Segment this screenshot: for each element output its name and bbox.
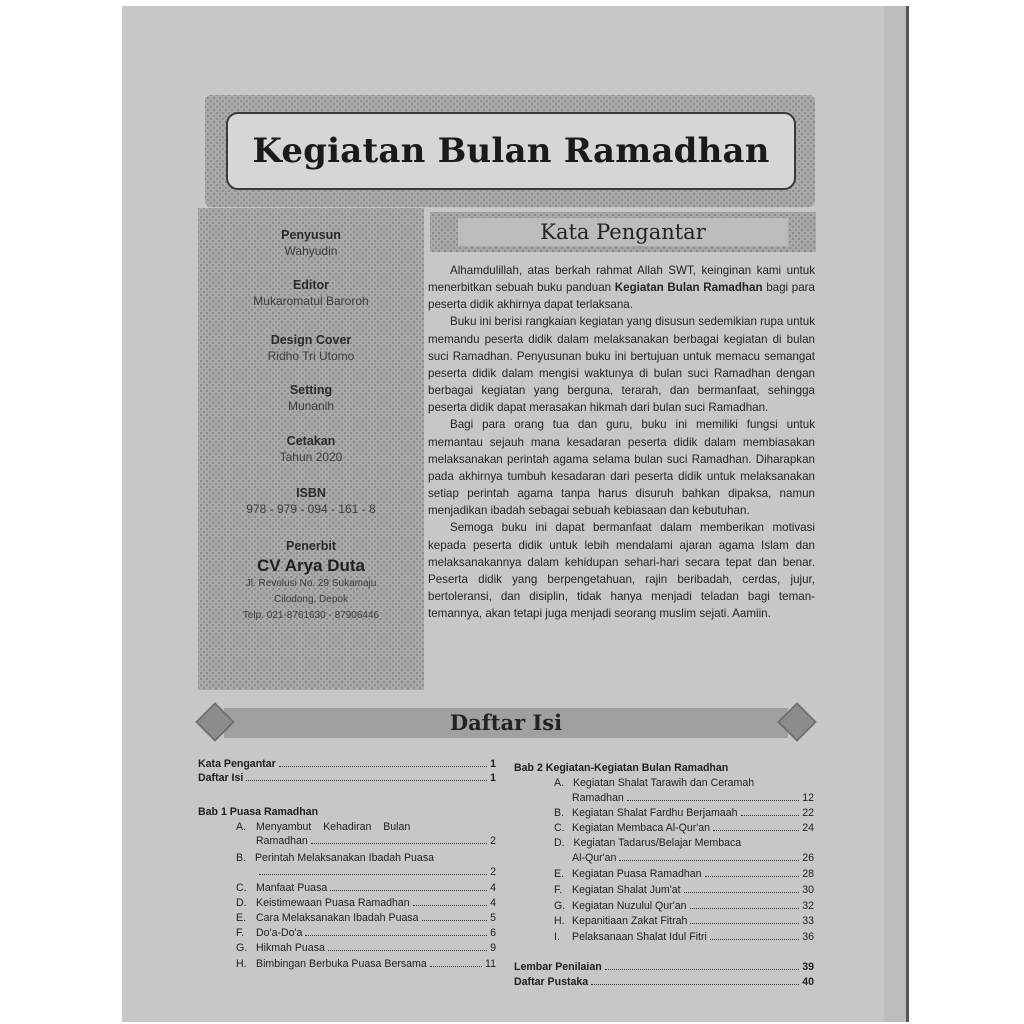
- credit-penyusun: [198, 228, 424, 258]
- foreword-text: Alhamdulillah, atas berkah rahmat Allah SWT, keinginan kami untuk menerbitkan sebuah buku panduan: [428, 264, 815, 295]
- toc-entry[interactable]: [554, 777, 754, 789]
- toc-leader: [246, 780, 487, 781]
- toc-entry-page: 6: [490, 927, 496, 939]
- foreword-paragraph: [428, 262, 815, 313]
- toc-entry[interactable]: [236, 882, 496, 894]
- toc-entry[interactable]: [554, 822, 814, 834]
- toc-entry-letter: E.: [236, 912, 247, 924]
- toc-entry[interactable]: [236, 958, 496, 970]
- toc-entry-page: 12: [802, 792, 814, 804]
- toc-leader: [422, 920, 488, 921]
- toc-entry-label: Do'a-Do'a: [256, 927, 303, 939]
- credits-panel: [198, 208, 424, 690]
- toc-entry[interactable]: [236, 912, 496, 924]
- toc-entry-page: 2: [490, 866, 496, 878]
- toc-leader: [627, 800, 799, 801]
- toc-leader: [311, 843, 487, 844]
- toc-entry[interactable]: [514, 961, 814, 973]
- toc-entry[interactable]: [554, 931, 814, 943]
- toc-entry-page: 39: [802, 961, 814, 973]
- toc-leader: [591, 984, 799, 985]
- toc-entry-label: Menyambut Kehadiran Bulan: [256, 821, 411, 833]
- toc-entry-letter: H.: [236, 958, 247, 970]
- toc-entry-label: Bimbingan Berbuka Puasa Bersama: [256, 958, 427, 970]
- toc-leader: [690, 908, 800, 909]
- toc-entry-label: Kegiatan Shalat Tarawih dan Ceramah: [572, 777, 755, 789]
- toc-chapter-title: Bab 1 Puasa Ramadhan: [198, 806, 319, 818]
- toc-entry-letter: F.: [236, 927, 245, 939]
- publisher-block: [198, 539, 424, 624]
- toc-entry-label: Kata Pengantar: [198, 758, 276, 770]
- credit-label: Design Cover: [270, 333, 352, 347]
- toc-entry[interactable]: [236, 897, 496, 909]
- toc-entry[interactable]: [554, 837, 741, 849]
- toc-leader: [705, 876, 800, 877]
- book-title: Kegiatan Bulan Ramadhan: [252, 131, 770, 171]
- toc-leader: [259, 874, 487, 875]
- toc-entry-letter: D.: [554, 837, 565, 849]
- toc-heading: Daftar Isi: [449, 710, 563, 735]
- toc-entry-page: 1: [490, 758, 496, 770]
- toc-leader: [279, 766, 487, 767]
- foreword-paragraph: Buku ini berisi rangkaian kegiatan yang disusun sedemikian rupa untuk memandu peserta didik dalam melaksanakan berbagai kegiatan di bulan suci Ramadhan. Penyusunan buku ini bertujuan untuk memacu semangat peserta didik dalam mengisi waktunya di bulan suci Ramadhan dengan berbagai kegiatan yang berguna, terarah, dan bermanfaat, sehingga peserta didik dapat merasakan hikmah dari bulan suci Ramadhan.: [428, 315, 815, 415]
- credit-label: Cetakan: [286, 434, 336, 448]
- toc-leader: [710, 939, 799, 940]
- toc-leader: [328, 950, 487, 951]
- toc-leader: [430, 966, 482, 967]
- credit-value: Munanih: [287, 399, 335, 413]
- toc-entry-label: Perintah Melaksanakan Ibadah Puasa: [254, 852, 435, 864]
- toc-entry[interactable]: [198, 772, 496, 784]
- toc-entry-label: Hikmah Puasa: [256, 942, 325, 954]
- foreword-heading: Kata Pengantar: [540, 220, 706, 244]
- toc-entry-label: Daftar Isi: [198, 772, 244, 784]
- toc-entry-page: 28: [802, 868, 814, 880]
- toc-entry-label: Cara Melaksanakan Ibadah Puasa: [256, 912, 419, 924]
- toc-leader: [330, 890, 487, 891]
- toc-leader: [690, 923, 799, 924]
- toc-entry-label: Kegiatan Puasa Ramadhan: [572, 868, 702, 880]
- toc-entry-page: 26: [802, 852, 814, 864]
- toc-leader: [413, 905, 487, 906]
- publisher-name: CV Arya Duta: [256, 556, 365, 575]
- toc-entry-label: Keistimewaan Puasa Ramadhan: [256, 897, 410, 909]
- credit-value: Ridho Tri Utomo: [267, 349, 355, 363]
- toc-entry[interactable]: [554, 884, 814, 896]
- toc-chapter-title: Bab 2 Kegiatan-Kegiatan Bulan Ramadhan: [514, 762, 729, 774]
- toc-entry-label: Ramadhan: [256, 835, 308, 847]
- credit-value: Tahun 2020: [279, 450, 343, 464]
- toc-entry-page: 30: [802, 884, 814, 896]
- toc-entry-label: Kepanitiaan Zakat Fitrah: [572, 915, 688, 927]
- toc-entry-letter: C.: [236, 882, 247, 894]
- toc-entry-letter: G.: [236, 942, 248, 954]
- toc-entry-continuation[interactable]: [256, 835, 496, 847]
- foreword-bold-title: Kegiatan Bulan Ramadhan: [614, 281, 763, 295]
- toc-entry[interactable]: [554, 900, 814, 912]
- credit-design-cover: [198, 333, 424, 363]
- toc-entry-page: 22: [802, 807, 814, 819]
- publisher-address: Jl. Revolusi No. 29 Sukamaju: [245, 578, 377, 589]
- toc-entry-continuation[interactable]: [256, 866, 496, 878]
- toc-entry-page: 40: [802, 976, 814, 988]
- toc-entry-label: Daftar Pustaka: [514, 976, 589, 988]
- toc-entry-letter: G.: [554, 900, 566, 912]
- title-box: [226, 112, 796, 190]
- toc-entry-letter: C.: [554, 822, 565, 834]
- publisher-label: Penerbit: [285, 539, 336, 553]
- publisher-city: Cilodong, Depok: [274, 594, 348, 605]
- page-edge-shadow: [906, 6, 909, 1022]
- toc-entry[interactable]: [238, 821, 474, 833]
- toc-leader: [713, 830, 799, 831]
- toc-entry-letter: B.: [554, 807, 565, 819]
- page-edge: [884, 6, 906, 1022]
- toc-entry-page: 11: [485, 958, 496, 970]
- credit-setting: [198, 383, 424, 413]
- toc-entry-page: 32: [802, 900, 814, 912]
- toc-entry[interactable]: [554, 868, 814, 880]
- publisher-phone: Telp. 021-8761630 - 87906446: [242, 610, 380, 621]
- toc-entry-letter: A.: [236, 821, 247, 833]
- toc-left-column: [198, 758, 496, 978]
- toc-entry-label: Kegiatan Shalat Jum'at: [572, 884, 681, 896]
- toc-entry[interactable]: [554, 915, 814, 927]
- credit-cetakan: [198, 434, 424, 464]
- foreword-text: bagi para peserta didik akhirnya dapat terlaksana.: [428, 281, 815, 312]
- toc-entry-label: Pelaksanaan Shalat Idul Fitri: [572, 931, 707, 943]
- toc-entry[interactable]: [198, 758, 496, 770]
- credit-value: Wahyudin: [284, 244, 338, 258]
- toc-entry-page: 4: [490, 897, 496, 909]
- toc-entry[interactable]: [514, 976, 814, 988]
- toc-entry-page: 9: [490, 942, 496, 954]
- toc-entry-label: Ramadhan: [572, 792, 624, 804]
- toc-entry-letter: E.: [554, 868, 565, 880]
- toc-entry-letter: I.: [554, 931, 560, 943]
- toc-entry-letter: H.: [554, 915, 565, 927]
- toc-entry[interactable]: [554, 807, 814, 819]
- foreword-paragraph: Semoga buku ini dapat bermanfaat dalam memberikan motivasi kepada peserta didik untuk lebih mendalami ajaran agama Islam dan melaksanakannya dalam kehidupan sehari-hari secara tepat dan benar. Peserta didik yang berpengetahuan, rajin beribadah, cerdas, jujur, bertoleransi, dan disiplin, tidak hanya menjadi teladan bagi teman-temannya, akan tetapi juga menjadi seorang muslim sejati. Aamiin.: [428, 521, 815, 621]
- toc-entry-page: 1: [490, 772, 496, 784]
- credit-label: ISBN: [296, 486, 326, 500]
- toc-entry-page: 5: [490, 912, 496, 924]
- toc-entry-label: Kegiatan Membaca Al-Qur'an: [572, 822, 711, 834]
- toc-entry-page: 33: [802, 915, 814, 927]
- credit-editor: [198, 278, 424, 308]
- toc-entry-continuation[interactable]: [572, 852, 814, 864]
- toc-entry-page: 2: [490, 835, 496, 847]
- toc-entry[interactable]: [236, 927, 496, 939]
- toc-entry-page: 24: [802, 822, 814, 834]
- toc-entry-page: 4: [490, 882, 496, 894]
- foreword-paragraph: Bagi para orang tua dan guru, buku ini memiliki fungsi untuk memantau sejauh mana kesadaran peserta didik dalam membiasakan melaksanakan perintah agama selama bulan suci Ramadhan. Diharapkan pada akhirnya tumbuh kesadaran dari peserta didik untuk melaksanakan setiap perintah agama tanpa harus disuruh bahkan dipaksa, namun menjadikan ibadah sebagai sebuah kebiasaan dan kebutuhan.: [428, 418, 815, 518]
- toc-entry-label: Manfaat Puasa: [256, 882, 328, 894]
- credit-label: Setting: [289, 383, 333, 397]
- toc-entry-label: Al-Qur'an: [572, 852, 617, 864]
- toc-header: [198, 702, 814, 744]
- toc-entry-label: Kegiatan Nuzulul Qur'an: [572, 900, 687, 912]
- toc-entry-page: 36: [802, 931, 814, 943]
- toc-leader: [305, 935, 487, 936]
- foreword-body: [428, 262, 815, 622]
- toc-right-column: [514, 762, 814, 992]
- foreword-header: [430, 212, 816, 252]
- credit-label: Editor: [292, 278, 330, 292]
- toc-leader: [684, 892, 800, 893]
- toc-entry-letter: F.: [554, 884, 563, 896]
- toc-entry[interactable]: [236, 942, 496, 954]
- toc-entry[interactable]: [236, 852, 434, 864]
- credit-value: Mukaromatul Baroroh: [253, 294, 369, 308]
- toc-entry-letter: B.: [236, 852, 247, 864]
- credit-value: 978 - 979 - 094 - 161 - 8: [246, 502, 376, 516]
- toc-entry-label: Kegiatan Tadarus/Belajar Membaca: [573, 837, 742, 849]
- credit-isbn: [198, 486, 424, 516]
- toc-entry-letter: A.: [554, 777, 565, 789]
- toc-entry-label: Lembar Penilaian: [514, 961, 602, 973]
- toc-entry-label: Kegiatan Shalat Fardhu Berjamaah: [572, 807, 738, 819]
- toc-leader: [605, 969, 799, 970]
- toc-leader: [741, 815, 800, 816]
- credit-label: Penyusun: [281, 228, 341, 242]
- toc-entry-continuation[interactable]: [572, 792, 814, 804]
- toc-entry-letter: D.: [236, 897, 247, 909]
- toc-leader: [619, 860, 799, 861]
